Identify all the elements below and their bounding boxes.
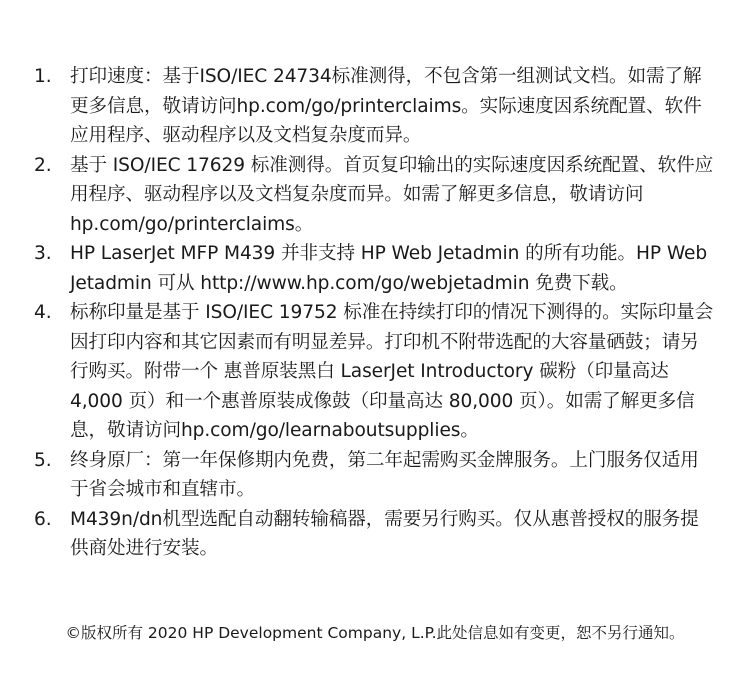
footnote-item	[0, 298, 750, 446]
footnote-item	[0, 151, 750, 240]
footnote-item	[0, 239, 750, 298]
footnote-text: 打印速度：基于ISO/IEC 24734标准测得，不包含第一组测试文档。如需了解更多信息，敬请访问hp.com/go/printerclaims。实际速度因系统配置、软件应用程序、驱动程序以及文档复杂度而异。	[70, 66, 702, 146]
footnote-number: 1.	[34, 66, 52, 87]
copyright-notice: ©版权所有 2020 HP Development Company, L.P.此处信息如有变更，恕不另行通知。	[65, 624, 685, 642]
footnote-number: 6.	[34, 508, 52, 530]
footnote-text: HP LaserJet MFP M439 并非支持 HP Web Jetadmin 的所有功能。HP Web Jetadmin 可从 http://www.hp.com/go/webjetadmin 免费下载。	[70, 243, 708, 294]
footnote-text: M439n/dn机型选配自动翻转输稿器，需要另行购买。仅从惠普授权的服务提供商处进行安装。	[70, 508, 699, 559]
footnote-item	[0, 505, 750, 564]
footnote-number: 4.	[34, 302, 52, 323]
footnote-text: 标称印量是基于 ISO/IEC 19752 标准在持续打印的情况下测得的。实际印量会因打印内容和其它因素而有明显差异。打印机不附带选配的大容量硒鼓；请另行购买。附带一个 惠普原装黑白 LaserJet Introductory 碳粉（印量高达 4,000 页）和一个惠普原装成像鼓（印量高达 80,000 页）。如需了解更多信息，敬请访问hp.com/go/learnaboutsupplies。	[70, 302, 714, 441]
footnote-number: 5.	[34, 449, 52, 471]
footnote-text: 基于 ISO/IEC 17629 标准测得。首页复印输出的实际速度因系统配置、软件应用程序、驱动程序以及文档复杂度而异。如需了解更多信息，敬请访问 hp.com/go/printerclaims。	[70, 154, 714, 235]
footnote-list	[0, 62, 750, 564]
footnote-number: 3.	[34, 243, 52, 264]
footnote-text: 终身原厂：第一年保修期内免费，第二年起需购买金牌服务。上门服务仅适用于省会城市和直辖市。	[70, 449, 699, 500]
footnote-item	[0, 446, 750, 505]
footnote-item	[0, 62, 750, 151]
footnote-number: 2.	[34, 154, 52, 176]
